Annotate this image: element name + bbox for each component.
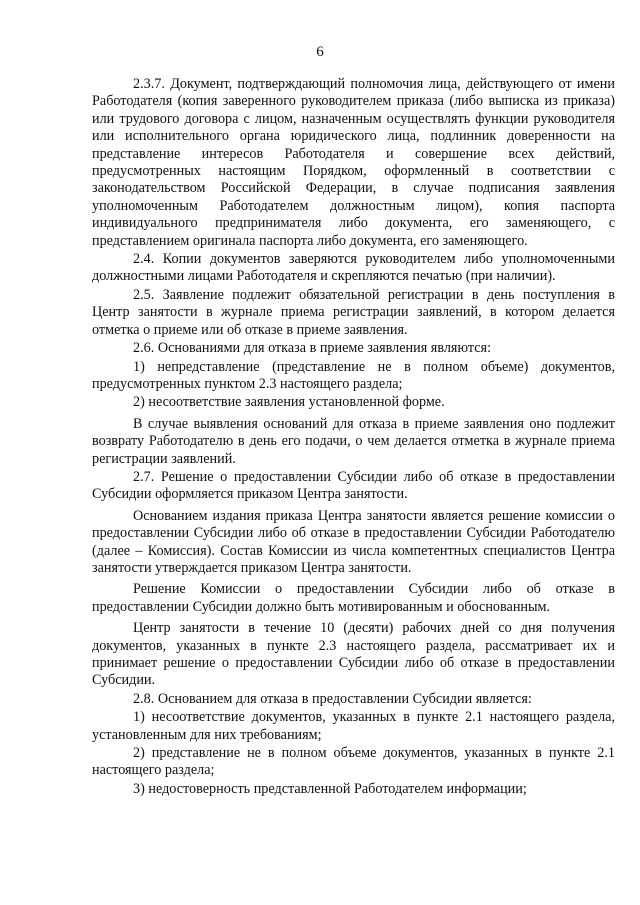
paragraph-rejection-return: В случае выявления оснований для отказа в приеме заявления оно подлежит возврату Работодателю в день его подачи, о чем делается отметка в журнале приема регистрации заявлений. — [92, 415, 615, 467]
document-body — [92, 76, 615, 798]
list-item-2-8-2: 2) представление не в полном объеме документов, указанных в пункте 2.1 настоящего раздела; — [92, 745, 615, 779]
paragraph-2-5: 2.5. Заявление подлежит обязательной регистрации в день поступления в Центр занятости в журнале приема регистрации заявлений, в котором делается отметка о приеме или об отказе в приеме заявления. — [92, 286, 615, 338]
paragraph-order-basis: Основанием издания приказа Центра занятости является решение комиссии о предоставлении Субсидии либо об отказе в предоставлении Субсидии Работодателю (далее – Комиссия). Состав Комиссии из числа компетентных специалистов Центра занятости утверждается приказом Центра занятости. — [92, 507, 615, 576]
list-item-2-8-3: 3) недостоверность представленной Работодателем информации; — [133, 780, 527, 797]
paragraph-commission-decision: Решение Комиссии о предоставлении Субсидии либо об отказе в предоставлении Субсидии должно быть мотивированным и обоснованным. — [92, 581, 615, 615]
list-item-2-6-2: 2) несоответствие заявления установленной форме. — [133, 394, 445, 411]
paragraph-review-period: Центр занятости в течение 10 (десяти) рабочих дней со дня получения документов, указанных в пункте 2.3 настоящего раздела, рассматривает их и принимает решение о предоставлении Субсидии либо об отказе в предоставлении Субсидии. — [92, 620, 615, 689]
paragraph-2-8: 2.8. Основанием для отказа в предоставлении Субсидии является: — [133, 690, 532, 707]
list-item-2-8-1: 1) несоответствие документов, указанных в пункте 2.1 настоящего раздела, установленным для них требованиям; — [92, 709, 615, 743]
list-item-2-6-1: 1) непредставление (представление не в полном объеме) документов, предусмотренных пунктом 2.3 настоящего раздела; — [92, 358, 615, 392]
paragraph-2-7: 2.7. Решение о предоставлении Субсидии либо об отказе в предоставлении Субсидии оформляется приказом Центра занятости. — [92, 468, 615, 503]
paragraph-2-4: 2.4. Копии документов заверяются руководителем либо уполномоченными должностными лицами Работодателя и скрепляются печатью (при наличии). — [92, 251, 615, 285]
page-number: 6 — [316, 44, 324, 60]
paragraph-2-3-7: 2.3.7. Документ, подтверждающий полномочия лица, действующего от имени Работодателя (копия заверенного руководителем приказа (либо выписка из приказа) или трудового договора с лицом, назначенным осуществлять функции руководителя или исполнительного органа юридического лица, подлинник доверенности на представление интересов Работодателя и совершение всех действий, предусмотренных настоящим Порядком, оформленный в соответствии с законодательством Российской Федерации, в случае подписания заявления уполномоченным Работодателем должностным лицом), копия паспорта индивидуального предпринимателя либо документа, его заменяющего, с представлением оригинала паспорта либо документа, его заменяющего. — [92, 76, 615, 249]
paragraph-2-6: 2.6. Основаниями для отказа в приеме заявления являются: — [133, 340, 492, 357]
